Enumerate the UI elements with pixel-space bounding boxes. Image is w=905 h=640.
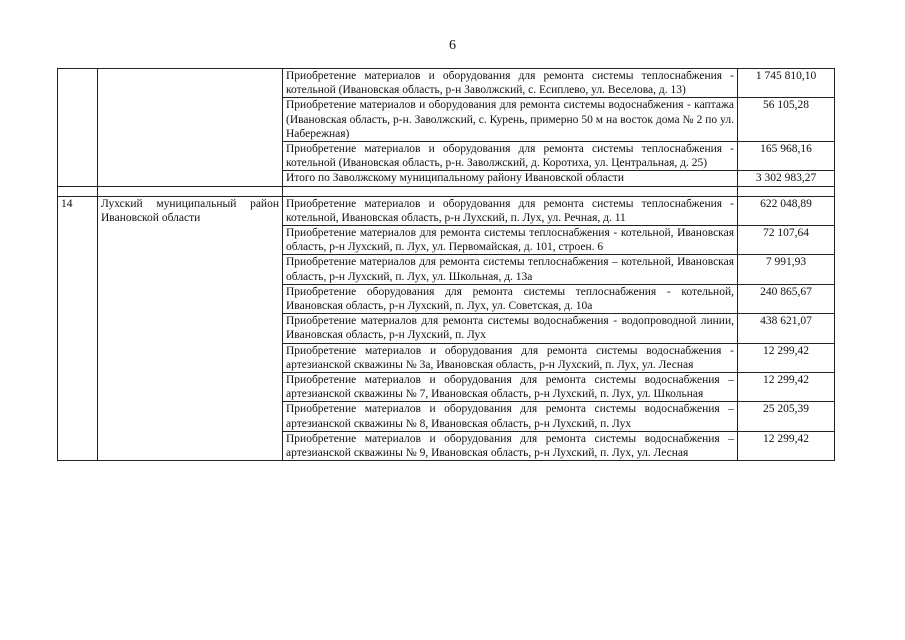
amount-cell: 240 865,67 [738, 284, 835, 313]
amount-cell: 72 107,64 [738, 226, 835, 255]
total-amount-cell: 3 302 983,27 [738, 171, 835, 186]
amount-cell: 12 299,42 [738, 431, 835, 460]
description-cell: Приобретение материалов и оборудования для ремонта системы водоснабжения – артезианской скважины № 7, Ивановская область, р-н Лухский, п. Лух, ул. Школьная [283, 373, 738, 402]
amount-cell: 165 968,16 [738, 142, 835, 171]
spacer-row [58, 186, 835, 196]
description-cell: Приобретение оборудования для ремонта системы теплоснабжения - котельной, Ивановская область, р-н Лухский, п. Лух, ул. Советская, д. 10а [283, 284, 738, 313]
description-cell: Приобретение материалов для ремонта системы теплоснабжения – котельной, Ивановская область, р-н Лухский, п. Лух, ул. Школьная, д. 13а [283, 255, 738, 284]
description-cell: Приобретение материалов и оборудования для ремонта системы водоснабжения – артезианской скважины № 8, Ивановская область, р-н Лухский, п. Лух [283, 402, 738, 431]
amount-cell: 7 991,93 [738, 255, 835, 284]
amount-cell: 438 621,07 [738, 314, 835, 343]
amount-cell: 25 205,39 [738, 402, 835, 431]
description-cell: Приобретение материалов и оборудования для ремонта системы теплоснабжения - котельной (Ивановская область, р-н Заволжский, с. Есиплево, ул. Веселова, д. 13) [283, 69, 738, 98]
row-number-cell: 14 [58, 196, 98, 461]
description-cell: Приобретение материалов и оборудования для ремонта системы водоснабжения - артезианской скважины № 3а, Ивановская область, р-н Лухский, п. Лух, ул. Лесная [283, 343, 738, 372]
description-cell: Приобретение материалов и оборудования для ремонта системы теплоснабжения - котельной (Ивановская область, р-н. Заволжский, д. Коротиха, ул. Центральная, д. 25) [283, 142, 738, 171]
table-row [58, 196, 835, 225]
amount-cell: 1 745 810,10 [738, 69, 835, 98]
district-cell: Лухский муниципальный район Ивановской области [98, 196, 283, 461]
page-number: 6 [449, 38, 456, 53]
total-label-cell: Итого по Заволжскому муниципальному району Ивановской области [283, 171, 738, 186]
amount-cell: 12 299,42 [738, 343, 835, 372]
row-number-cell [58, 69, 98, 187]
amount-cell: 12 299,42 [738, 373, 835, 402]
description-cell: Приобретение материалов для ремонта системы теплоснабжения - котельной, Ивановская область, р-н Лухский, п. Лух, ул. Первомайская, д. 101, строен. 6 [283, 226, 738, 255]
table-row [58, 69, 835, 98]
description-cell: Приобретение материалов и оборудования для ремонта системы водоснабжения – артезианской скважины № 9, Ивановская область, р-н Лухский, п. Лух, ул. Лесная [283, 431, 738, 460]
district-cell [98, 69, 283, 187]
description-cell: Приобретение материалов для ремонта системы водоснабжения - водопроводной линии, Ивановская область, р-н Лухский, п. Лух [283, 314, 738, 343]
description-cell: Приобретение материалов и оборудования для ремонта системы теплоснабжения - котельной, Ивановская область, р-н Лухский, п. Лух, ул. Речная, д. 11 [283, 196, 738, 225]
funding-table [57, 68, 835, 461]
amount-cell: 56 105,28 [738, 98, 835, 142]
amount-cell: 622 048,89 [738, 196, 835, 225]
description-cell: Приобретение материалов и оборудования для ремонта системы водоснабжения - каптажа (Ивановская область, р-н. Заволжский, с. Курень, примерно 50 м на восток дома № 2 по ул. Набережная) [283, 98, 738, 142]
